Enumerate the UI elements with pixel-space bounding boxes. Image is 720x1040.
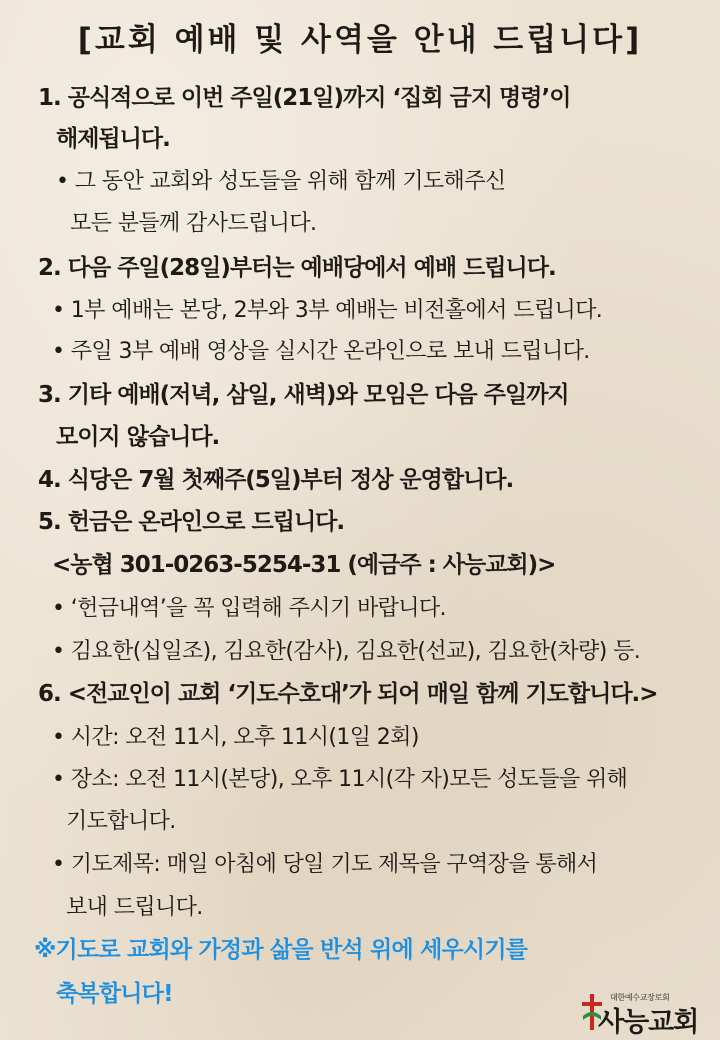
item-5-bullet-2: • 김요한(십일조), 김요한(감사), 김요한(선교), 김요한(차량) 등. <box>52 639 641 664</box>
item-1-heading-cont: 해제됩니다. <box>56 126 170 152</box>
item-3-heading: 3. 기타 예배(저녁, 삼일, 새벽)와 모임은 다음 주일까지 <box>38 382 569 408</box>
church-logo <box>580 990 710 1038</box>
item-2-bullet-1: • 1부 예배는 본당, 2부와 3부 예배는 비전홀에서 드립니다. <box>52 298 603 323</box>
item-6-bullet-place: • 장소: 오전 11시(본당), 오후 11시(각 자)모든 성도들을 위해 <box>52 767 628 792</box>
item-1-bullet: • 그 동안 교회와 성도들을 위해 함께 기도해주신 <box>56 169 506 194</box>
item-6-bullet-topic-cont: 보내 드립니다. <box>66 895 203 920</box>
page-title: [교회 예배 및 사역을 안내 드립니다] <box>77 22 643 58</box>
item-6-bullet-place-cont: 기도합니다. <box>66 809 176 834</box>
bank-account: <농협 301-0263-5254-31 (예금주 : 사능교회)> <box>52 552 556 578</box>
item-2-heading: 2. 다음 주일(28일)부터는 예배당에서 예배 드립니다. <box>38 255 556 281</box>
blessing-line-2: 축복합니다! <box>56 981 173 1007</box>
item-6-bullet-time: • 시간: 오전 11시, 오후 11시(1일 2회) <box>52 725 419 750</box>
item-1-bullet-cont: 모든 분들께 감사드립니다. <box>70 211 317 236</box>
item-1-heading: 1. 공식적으로 이번 주일(21일)까지 ‘집회 금지 명령’이 <box>38 85 571 111</box>
blessing-line-1: ※기도로 교회와 가정과 삶을 반석 위에 세우시기를 <box>34 937 528 963</box>
item-2-bullet-2: • 주일 3부 예배 영상을 실시간 온라인으로 보내 드립니다. <box>52 339 590 364</box>
item-3-heading-cont: 모이지 않습니다. <box>56 424 220 450</box>
logo-church-name: 사능교회 <box>598 1007 699 1038</box>
item-6-bullet-topic: • 기도제목: 매일 아침에 당일 기도 제목을 구역장을 통해서 <box>52 852 598 877</box>
item-6-heading: 6. <전교인이 교회 ‘기도수호대’가 되어 매일 함께 기도합니다.> <box>38 681 658 707</box>
logo-denomination: 대한예수교장로회 <box>610 993 670 1002</box>
item-5-heading: 5. 헌금은 온라인으로 드립니다. <box>38 509 345 535</box>
item-5-bullet-1: • ‘헌금내역’을 꼭 입력해 주시기 바랍니다. <box>52 596 446 621</box>
item-4-heading: 4. 식당은 7월 첫째주(5일)부터 정상 운영합니다. <box>38 467 514 493</box>
